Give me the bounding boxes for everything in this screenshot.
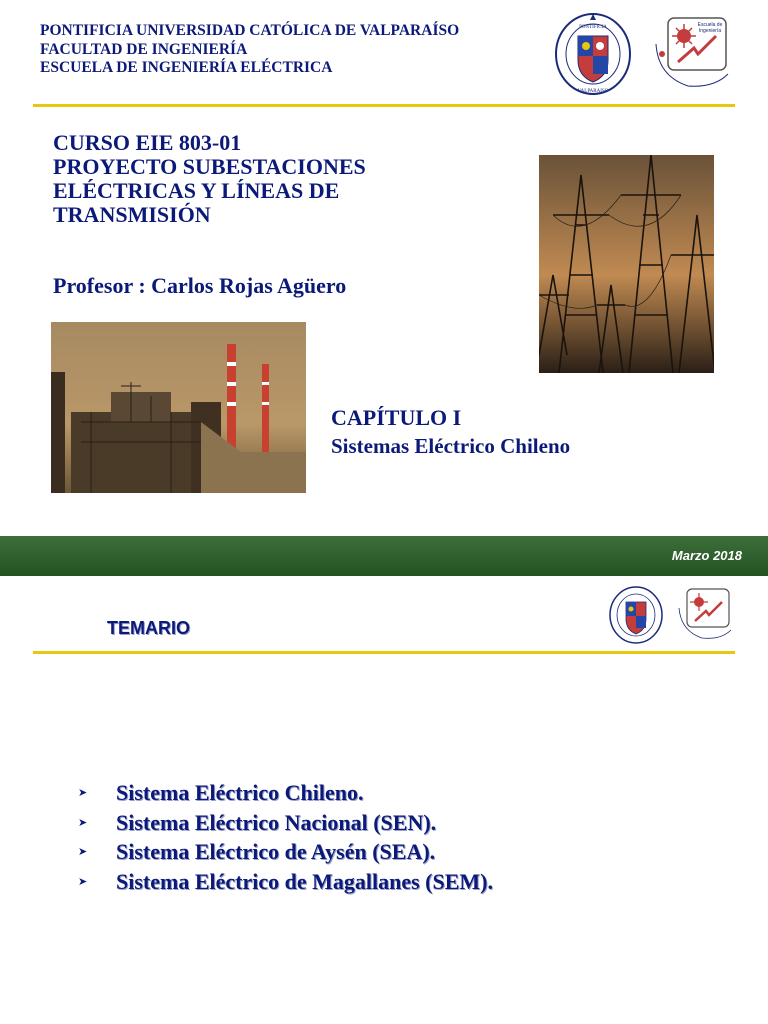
agenda-heading: TEMARIO xyxy=(107,618,190,638)
svg-text:PONTIFICIA: PONTIFICIA xyxy=(579,25,607,30)
header-divider xyxy=(33,651,735,654)
university-seal-icon xyxy=(553,8,633,98)
engineering-school-logo-icon xyxy=(673,586,735,644)
university-seal-icon xyxy=(608,583,664,645)
list-item-text: Sistema Eléctrico de Magallanes (SEM). xyxy=(116,868,493,894)
list-item-text: Sistema Eléctrico Nacional (SEN). xyxy=(116,809,437,835)
institution-header xyxy=(40,22,459,78)
list-item-text: Sistema Eléctrico de Aysén (SEA). xyxy=(116,839,436,864)
header-divider xyxy=(33,104,735,107)
agenda-slide xyxy=(0,576,768,1024)
institution-line-school: ESCUELA DE INGENIERÍA ELÉCTRICA xyxy=(40,59,333,76)
course-title-line-3: TRANSMISIÓN xyxy=(53,202,211,227)
svg-text:Ingeniería: Ingeniería xyxy=(698,28,722,34)
chapter-number: CAPÍTULO I xyxy=(331,405,462,430)
footer-bar xyxy=(0,536,768,576)
course-code: CURSO EIE 803-01 xyxy=(53,130,242,155)
course-info xyxy=(53,131,366,227)
chapter-title: Sistemas Eléctrico Chileno xyxy=(331,434,571,458)
course-title-line-2: ELÉCTRICAS Y LÍNEAS DE xyxy=(53,178,340,203)
institution-line-faculty: FACULTAD DE INGENIERÍA xyxy=(40,40,248,58)
engineering-school-logo-icon xyxy=(648,14,734,94)
power-plant-photo xyxy=(51,322,306,493)
bullet-arrow-icon: ➤ xyxy=(78,874,88,888)
bullet-arrow-icon: ➤ xyxy=(78,815,88,829)
svg-text:VALPARAISO: VALPARAISO xyxy=(577,89,609,94)
professor-name: Profesor : Carlos Rojas Agüero xyxy=(53,273,347,298)
svg-text:Escuela de: Escuela de xyxy=(697,22,723,28)
course-title-line-1: PROYECTO SUBESTACIONES xyxy=(53,154,366,179)
presentation-date: Marzo 2018 xyxy=(671,548,742,563)
transmission-towers-photo xyxy=(539,155,714,373)
bullet-arrow-icon: ➤ xyxy=(78,786,88,799)
list-item-text: Sistema Eléctrico Chileno. xyxy=(116,780,364,805)
chapter-block xyxy=(331,404,570,460)
bullet-arrow-icon: ➤ xyxy=(78,845,88,858)
institution-line-university: PONTIFICIA UNIVERSIDAD CATÓLICA DE VALPARAÍSO xyxy=(40,22,460,39)
